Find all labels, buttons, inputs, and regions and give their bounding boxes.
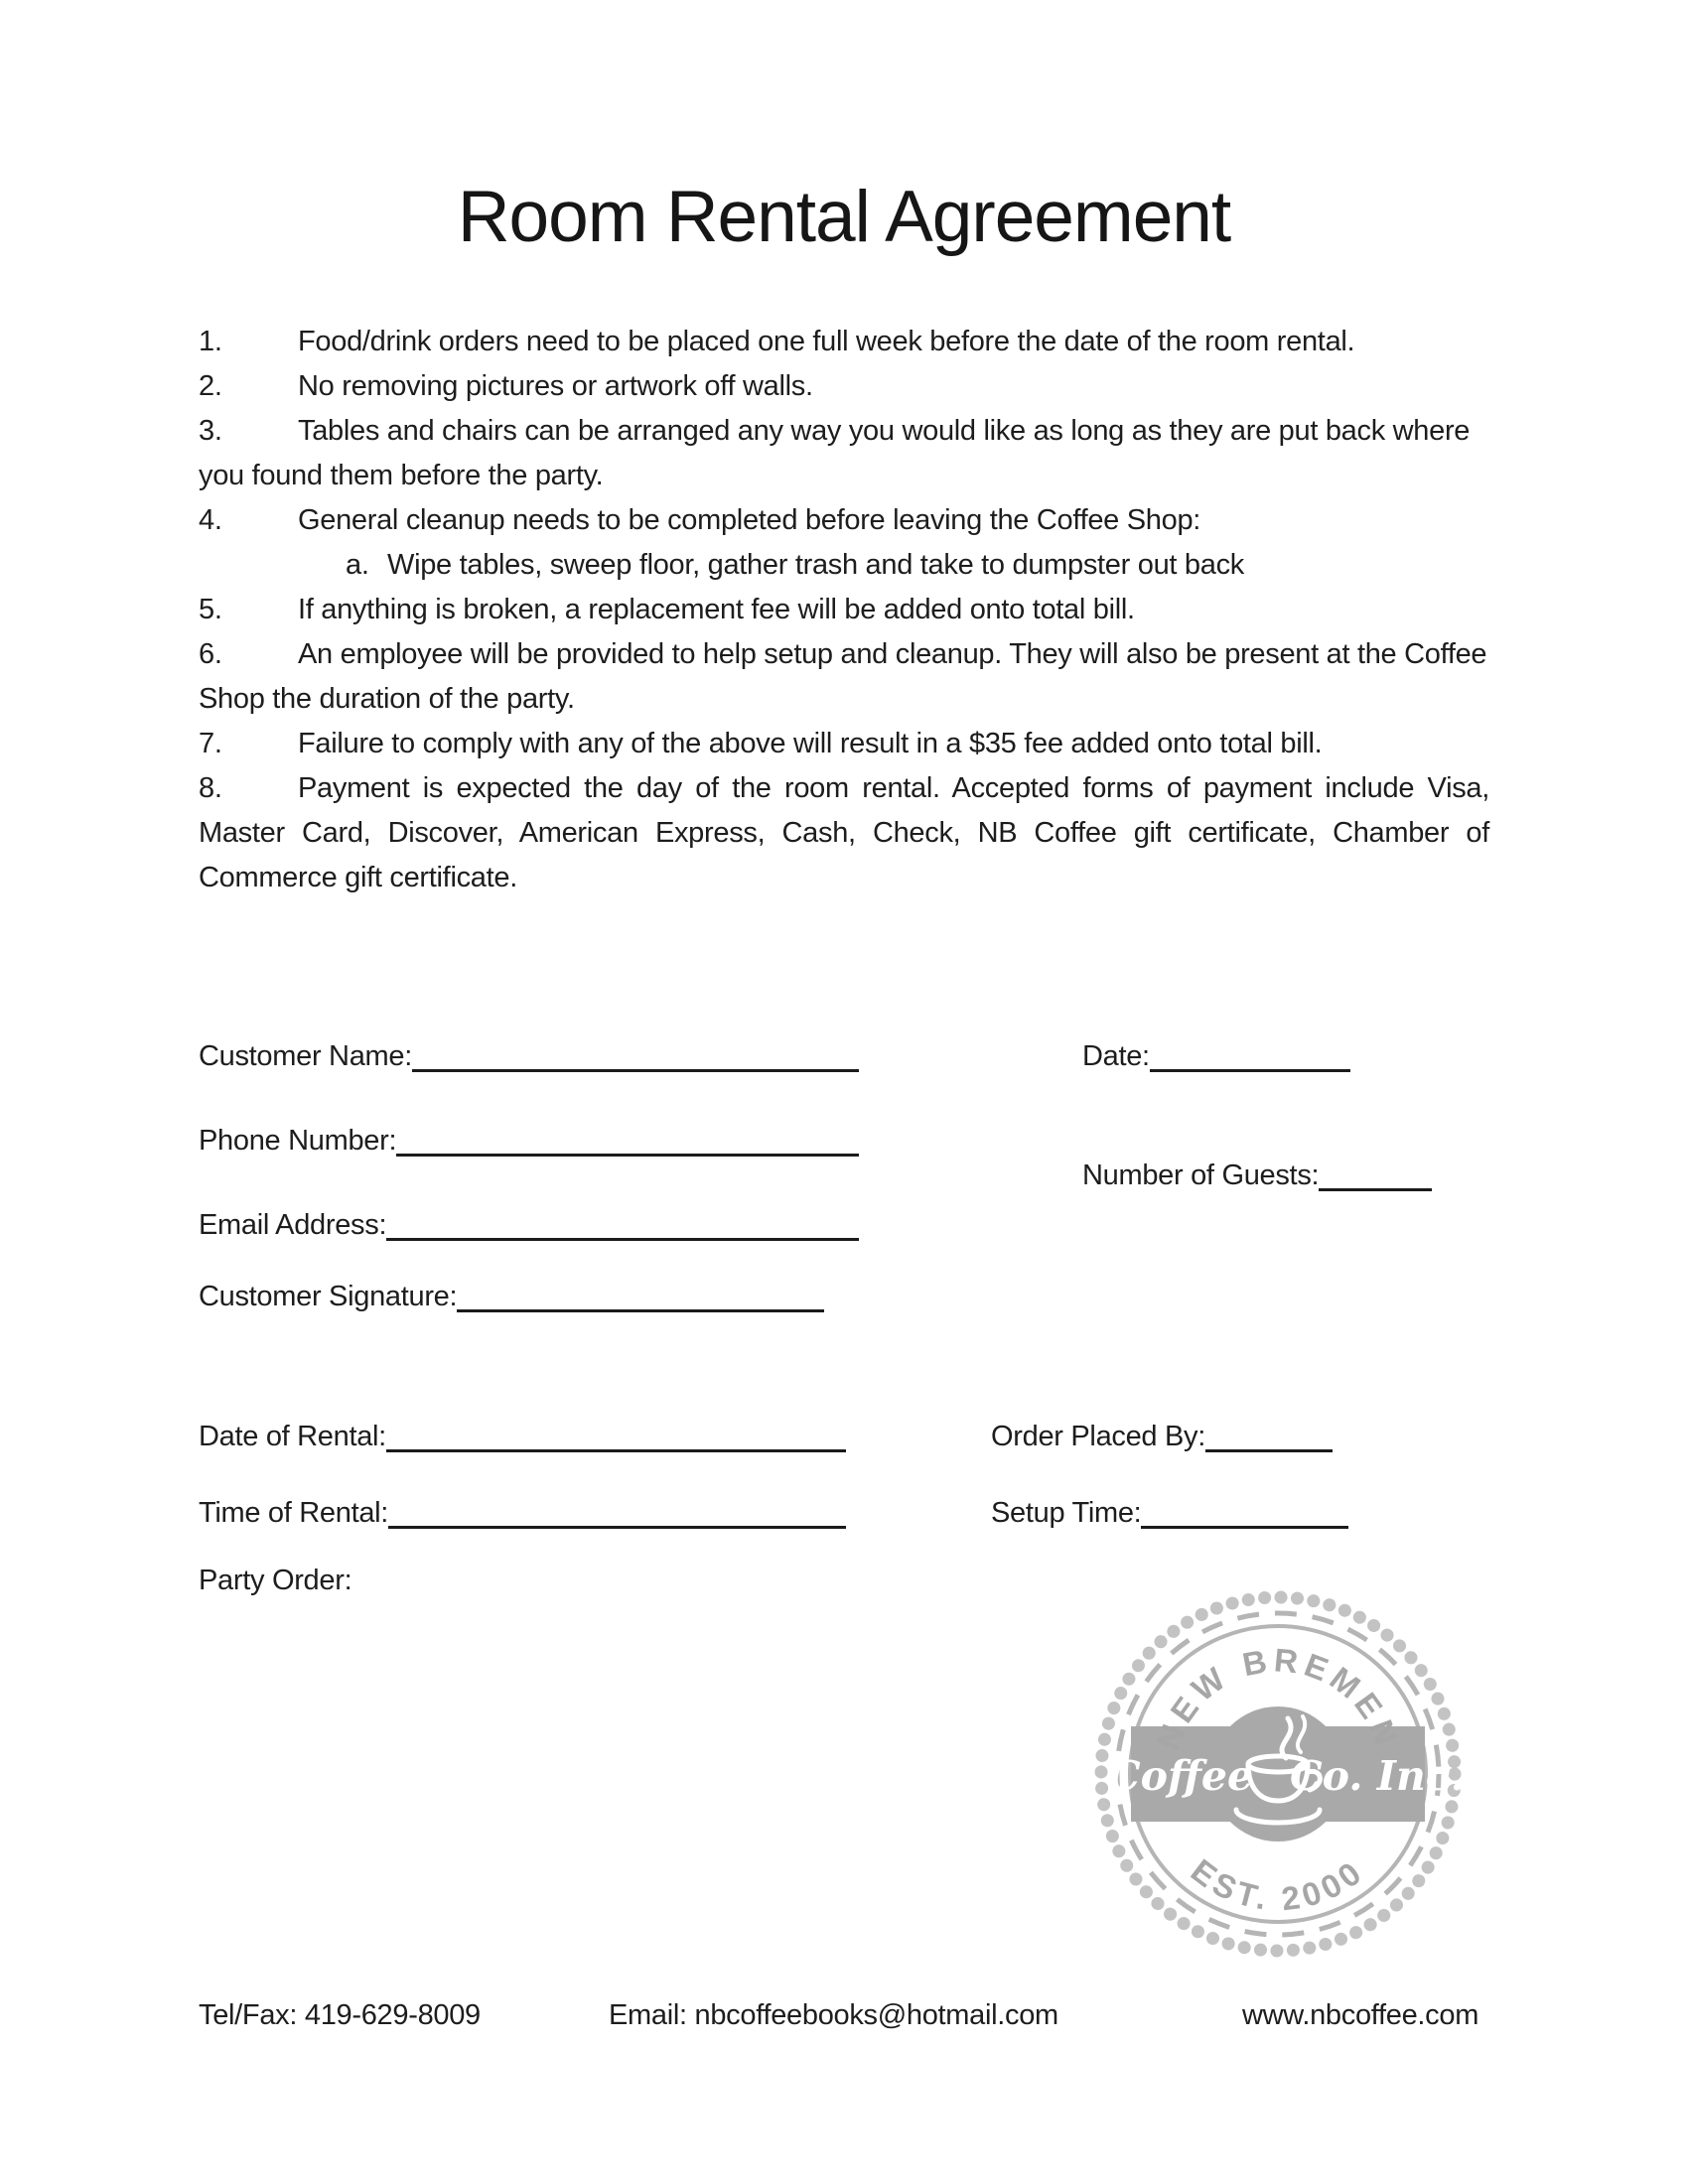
date-label: Date: <box>1082 1040 1150 1072</box>
rule-item-5 <box>199 588 1489 632</box>
rule-item-8 <box>199 766 1489 900</box>
rule-item-3 <box>199 409 1489 498</box>
time-of-rental-label: Time of Rental: <box>199 1497 389 1529</box>
order-placed-by-field <box>991 1418 1333 1455</box>
footer-website: www.nbcoffee.com <box>1242 1999 1479 2031</box>
number-of-guests-label: Number of Guests: <box>1082 1160 1320 1191</box>
rule-number: 8. <box>199 772 222 804</box>
footer-email: Email: nbcoffeebooks@hotmail.com <box>609 1999 1058 2031</box>
customer-signature-field <box>199 1278 824 1315</box>
date-blank-line <box>1150 1063 1350 1072</box>
rule-text: No removing pictures or artwork off walls. <box>298 370 813 402</box>
rule-sub-text: Wipe tables, sweep floor, gather trash and take to dumpster out back <box>387 549 1244 581</box>
rule-item-2 <box>199 364 1489 409</box>
date-of-rental-field <box>199 1418 846 1455</box>
rule-text: Tables and chairs can be arranged any way you would like as long as they are put back where you found them before the party. <box>199 415 1471 491</box>
order-placed-by-label: Order Placed By: <box>991 1421 1206 1452</box>
date-of-rental-blank-line <box>386 1443 846 1452</box>
party-order-field <box>199 1562 496 1599</box>
rule-number: 5. <box>199 594 222 625</box>
date-field <box>1082 1037 1350 1075</box>
badge-bottom-arc-text: EST. 2000 <box>1184 1851 1372 1918</box>
date-of-rental-label: Date of Rental: <box>199 1421 386 1452</box>
email-address-blank-line <box>386 1232 859 1241</box>
number-of-guests-field <box>1082 1157 1432 1194</box>
phone-number-field <box>199 1122 859 1160</box>
time-of-rental-blank-line <box>388 1520 846 1529</box>
rule-item-6 <box>199 632 1489 722</box>
rule-text: General cleanup needs to be completed before leaving the Coffee Shop: <box>298 504 1201 536</box>
rule-item-4 <box>199 498 1489 543</box>
rule-text: Failure to comply with any of the above will result in a $35 fee added onto total bill. <box>298 728 1323 759</box>
customer-signature-blank-line <box>457 1303 824 1312</box>
rule-number: 1. <box>199 326 222 357</box>
order-placed-by-blank-line <box>1205 1443 1333 1452</box>
rule-number: 6. <box>199 638 222 670</box>
rule-item-1 <box>199 320 1489 364</box>
rule-number: 7. <box>199 728 222 759</box>
rule-item-7 <box>199 722 1489 766</box>
phone-number-blank-line <box>396 1148 859 1157</box>
rule-sub-number: a. <box>346 549 369 581</box>
badge-coffee-text: Coffee <box>1107 1752 1254 1800</box>
rule-text: Payment is expected the day of the room rental. Accepted forms of payment include Visa, Master Card, Discover, American Express, Cash, Check, NB Coffee gift certificate, Chamber of Commerce gift certificate. <box>199 772 1489 893</box>
rule-number: 3. <box>199 415 222 447</box>
customer-signature-label: Customer Signature: <box>199 1281 458 1312</box>
badge-co-inc-text: Co. Inc. <box>1289 1752 1466 1800</box>
footer-tel-fax: Tel/Fax: 419-629-8009 <box>199 1999 481 2031</box>
rule-text: Food/drink orders need to be placed one full week before the date of the room rental. <box>298 326 1355 357</box>
party-order-label: Party Order: <box>199 1565 352 1596</box>
badge-top-arc-text: NEW BREMEN <box>1149 1641 1407 1755</box>
customer-name-blank-line <box>412 1063 859 1072</box>
page-title: Room Rental Agreement <box>457 176 1231 257</box>
rule-number: 4. <box>199 504 222 536</box>
customer-name-field <box>199 1037 859 1075</box>
email-address-field <box>199 1206 859 1244</box>
customer-name-label: Customer Name: <box>199 1040 412 1072</box>
number-of-guests-blank-line <box>1319 1182 1432 1191</box>
phone-number-label: Phone Number: <box>199 1125 397 1157</box>
setup-time-field <box>991 1494 1348 1532</box>
rule-number: 2. <box>199 370 222 402</box>
rule-item-4a <box>346 543 1489 588</box>
setup-time-label: Setup Time: <box>991 1497 1142 1529</box>
time-of-rental-field <box>199 1494 846 1532</box>
setup-time-blank-line <box>1141 1520 1348 1529</box>
company-logo-badge <box>1089 1585 1467 1963</box>
rule-text: If anything is broken, a replacement fee will be added onto total bill. <box>298 594 1135 625</box>
rules-list <box>199 320 1489 900</box>
email-address-label: Email Address: <box>199 1209 387 1241</box>
rule-text: An employee will be provided to help setup and cleanup. They will also be present at the Coffee Shop the duration of the party. <box>199 638 1487 715</box>
